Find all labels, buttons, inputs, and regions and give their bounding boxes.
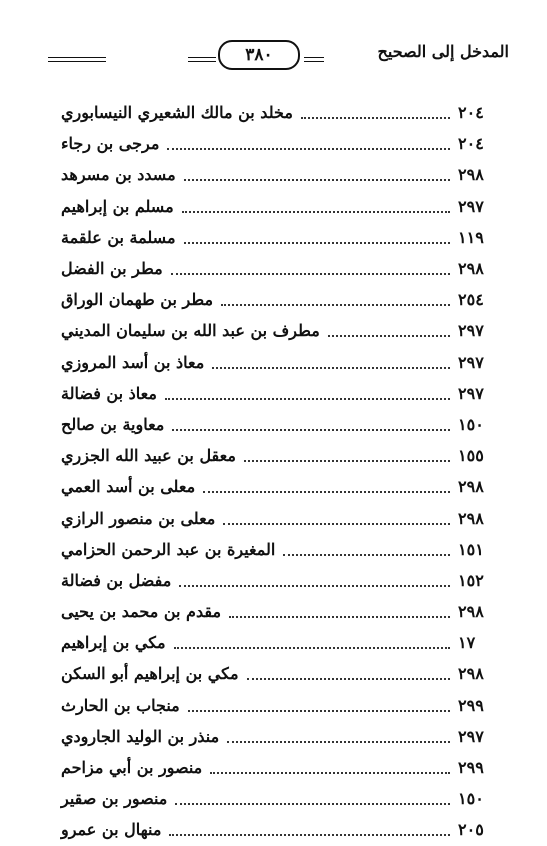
dot-leader [167,147,450,150]
dot-leader [179,584,450,587]
entry-page-number: ٢٩٧ [458,383,484,403]
index-entry [61,502,498,533]
dot-leader [328,334,450,337]
index-entry [61,440,498,471]
dot-leader [223,522,450,525]
entry-name: مخلد بن مالك الشعيري النيسابوري [61,103,293,123]
entry-page-number: ٢٠٤ [458,134,484,154]
entry-page-number: ٢٩٨ [458,165,484,185]
entry-page-number: ٢٥٤ [458,290,484,310]
entry-page-number: ٢٩٩ [458,758,484,778]
index-list [61,97,498,846]
entry-name: مسدد بن مسرهد [61,165,176,185]
entry-name: مطرف بن عبد الله بن سليمان المديني [61,321,320,341]
entry-name: مرجى بن رجاء [61,134,160,154]
entry-name: معاذ بن فضالة [61,383,157,403]
entry-page-number: ١٥٠ [458,414,484,434]
dot-leader [172,428,450,431]
dot-leader [203,490,450,493]
dot-leader [210,771,450,774]
dot-leader [244,459,450,462]
index-entry [61,471,498,502]
entry-page-number: ٢٩٩ [458,695,484,715]
index-entry [61,752,498,783]
entry-name: مطر بن الفضل [61,259,163,279]
dot-leader [175,802,450,805]
index-entry [61,783,498,814]
dot-leader [174,646,450,649]
index-entry [61,347,498,378]
book-title: المدخل إلى الصحيح [377,42,509,61]
dot-leader [221,303,450,306]
entry-page-number: ٢٩٧ [458,196,484,216]
entry-page-number: ١٥١ [458,539,484,559]
entry-name: مكي بن إبراهيم أبو السكن [61,664,239,684]
entry-name: منهال بن عمرو [61,820,162,840]
index-entry [61,222,498,253]
entry-name: معاذ بن أسد المروزي [61,352,205,372]
entry-name: مسلمة بن علقمة [61,227,176,247]
entry-name: منصور بن صقير [61,789,168,809]
index-entry [61,596,498,627]
dot-leader [283,553,450,556]
entry-page-number: ٢٩٨ [458,508,484,528]
index-entry [61,253,498,284]
entry-name: مسلم بن إبراهيم [61,196,174,216]
entry-page-number: ٢٠٥ [458,820,484,840]
index-entry [61,409,498,440]
entry-name: مطر بن طهمان الوراق [61,290,214,310]
entry-page-number: ٢٩٨ [458,664,484,684]
entry-name: معاوية بن صالح [61,414,165,434]
index-entry [61,658,498,689]
index-entry [61,721,498,752]
index-entry [61,378,498,409]
index-entry [61,159,498,190]
entry-name: منجاب بن الحارث [61,695,180,715]
header-rule-middle [304,57,324,62]
index-entry [61,814,498,845]
entry-name: مفضل بن فضالة [61,570,172,590]
dot-leader [188,709,450,712]
dot-leader [184,241,450,244]
dot-leader [212,366,450,369]
entry-page-number: ١١٩ [458,227,484,247]
entry-page-number: ٢٩٧ [458,726,484,746]
entry-name: المغيرة بن عبد الرحمن الحزامي [61,539,276,559]
index-entry [61,315,498,346]
running-header [48,40,509,80]
dot-leader [184,178,450,181]
entry-page-number: ١٥٥ [458,446,484,466]
entry-name: معلى بن أسد العمي [61,477,196,497]
header-rule-left [48,57,106,62]
entry-name: منذر بن الوليد الجارودي [61,726,220,746]
dot-leader [171,272,450,275]
entry-page-number: ١٥٠ [458,789,484,809]
entry-name: منصور بن أبي مزاحم [61,758,203,778]
entry-page-number: ٢٠٤ [458,103,484,123]
dot-leader [182,210,450,213]
index-entry [61,627,498,658]
index-entry [61,128,498,159]
entry-page-number: ٢٩٨ [458,602,484,622]
dot-leader [301,116,450,119]
index-entry [61,690,498,721]
index-entry [61,534,498,565]
entry-name: مقدم بن محمد بن يحيى [61,602,222,622]
dot-leader [247,677,450,680]
entry-name: معلى بن منصور الرازي [61,508,216,528]
header-rule-right [188,57,216,62]
page-number: ٣٨٠ [218,40,300,70]
dot-leader [165,397,450,400]
entry-page-number: ١٧ [458,633,476,653]
entry-page-number: ٢٩٧ [458,321,484,341]
entry-page-number: ١٥٢ [458,570,484,590]
dot-leader [229,615,450,618]
entry-name: مكي بن إبراهيم [61,633,166,653]
index-entry [61,565,498,596]
entry-page-number: ٢٩٨ [458,477,484,497]
entry-page-number: ٢٩٨ [458,259,484,279]
index-entry [61,97,498,128]
dot-leader [227,740,450,743]
index-entry [61,284,498,315]
index-entry [61,191,498,222]
entry-page-number: ٢٩٧ [458,352,484,372]
entry-name: معقل بن عبيد الله الجزري [61,446,236,466]
